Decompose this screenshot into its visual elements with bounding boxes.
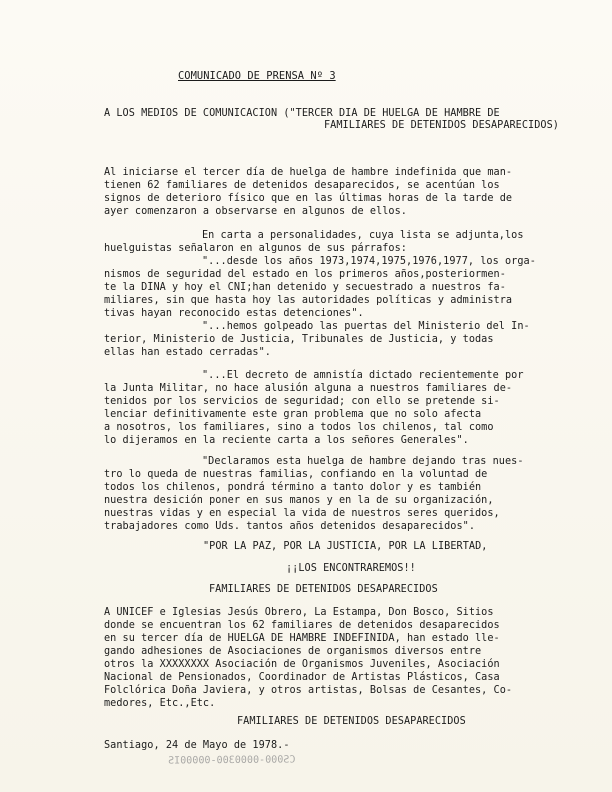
closing-line: en su tercer día de HUELGA DE HAMBRE INDEFINIDA, han estado lle- — [104, 633, 500, 644]
body-line: signos de deterioro físico que en las últimas horas de la tarde de — [104, 193, 513, 204]
body-line: "Declaramos esta huelga de hambre dejando tras nues- — [202, 456, 524, 467]
slogan-line-1: "POR LA PAZ, POR LA JUSTICIA, POR LA LIBERTAD, — [203, 541, 488, 552]
body-line: tenidos por los servicios de seguridad; con ello se pretende si- — [104, 396, 500, 407]
closing-line: otros la XXXXXXXX Asociación de Organismos Juveniles, Asociación — [104, 659, 500, 670]
body-line: ellas han estado cerradas". — [104, 347, 271, 358]
closing-line: Nacional de Pensionados, Coordinador de Artistas Plásticos, Casa — [104, 672, 500, 683]
signature-organization: FAMILIARES DE DETENIDOS DESAPARECIDOS — [209, 584, 438, 595]
body-line: lo dijeramos en la reciente carta a los señores Generales". — [104, 435, 469, 446]
press-release-title: COMUNICADO DE PRENSA Nº 3 — [178, 70, 336, 82]
body-line: tro lo queda de nuestras familias, confiando en la voluntad de — [104, 469, 488, 480]
body-line: miliares, sin que hasta hoy las autoridades políticas y administra — [104, 295, 513, 306]
body-line: nuestras vidas y en especial la vida de nuestros seres queridos, — [104, 508, 500, 519]
addressee-line-2: FAMILIARES DE DETENIDOS DESAPARECIDOS) — [324, 120, 559, 131]
addressee-line-1: A LOS MEDIOS DE COMUNICACION ("TERCER DIA DE HUELGA DE HAMBRE DE — [104, 108, 500, 119]
closing-line: donde se encuentran los 62 familiares de detenidos desaparecidos — [104, 620, 500, 631]
body-line: te la DINA y hoy el CNI;han detenido y secuestrado a nuestros fa- — [104, 282, 506, 293]
body-line: "...El decreto de amnistía dictado recientemente por — [202, 370, 524, 381]
body-line: trabajadores como Uds. tantos años detenidos desaparecidos". — [104, 521, 476, 532]
closing-line: A UNICEF e Iglesias Jesús Obrero, La Estampa, Don Bosco, Sitios — [104, 607, 494, 618]
body-line: terior, Ministerio de Justicia, Tribunales de Justicia, y todas — [104, 334, 494, 345]
slogan-line-2: ¡¡LOS ENCONTRAREMOS!! — [286, 563, 416, 574]
closing-line: medores, Etc.,Etc. — [104, 698, 216, 709]
date-line: Santiago, 24 de Mayo de 1978.- — [104, 740, 290, 751]
body-line: tivas hayan reconocido estas detenciones". — [104, 308, 364, 319]
body-line: lenciar definitivamente este gran problema que no solo afecta — [104, 409, 482, 420]
body-line: "...desde los años 1973,1974,1975,1976,1977, los orga- — [202, 256, 536, 267]
body-line: En carta a personalidades, cuya lista se adjunta,los — [202, 230, 524, 241]
body-line: todos los chilenos, pondrá término a tanto dolor y es también — [104, 482, 482, 493]
closing-line: Folclórica Doña Javiera, y otros artistas, Bolsas de Cesantes, Co- — [104, 685, 513, 696]
body-line: tienen 62 familiares de detenidos desaparecidos, se acentúan los — [104, 180, 500, 191]
body-line: nismos de seguridad del estado en los primeros años,posteriormen- — [104, 269, 506, 280]
body-line: huelguistas señalaron en algunos de sus párrafos: — [104, 243, 407, 254]
closing-line: gando adhesiones de Asociaciones de organismos diversos entre — [104, 646, 482, 657]
body-line: la Junta Militar, no hace alusión alguna a nuestros familiares de- — [104, 383, 513, 394]
body-line: ayer comenzaron a observarse en algunos de ellos. — [104, 206, 407, 217]
body-line: "...hemos golpeado las puertas del Ministerio del In- — [202, 321, 530, 332]
body-line: Al iniciarse el tercer día de huelga de hambre indefinida que man- — [104, 167, 513, 178]
body-line: a nosotros, los familiares, sino a todos los chilenos, tal como — [104, 422, 494, 433]
body-line: nuestra desición poner en sus manos y en la de su organización, — [104, 495, 494, 506]
signature-organization: FAMILIARES DE DETENIDOS DESAPARECIDOS — [237, 716, 466, 727]
archive-stamp: CS000-0000300-00000IS — [167, 754, 296, 767]
